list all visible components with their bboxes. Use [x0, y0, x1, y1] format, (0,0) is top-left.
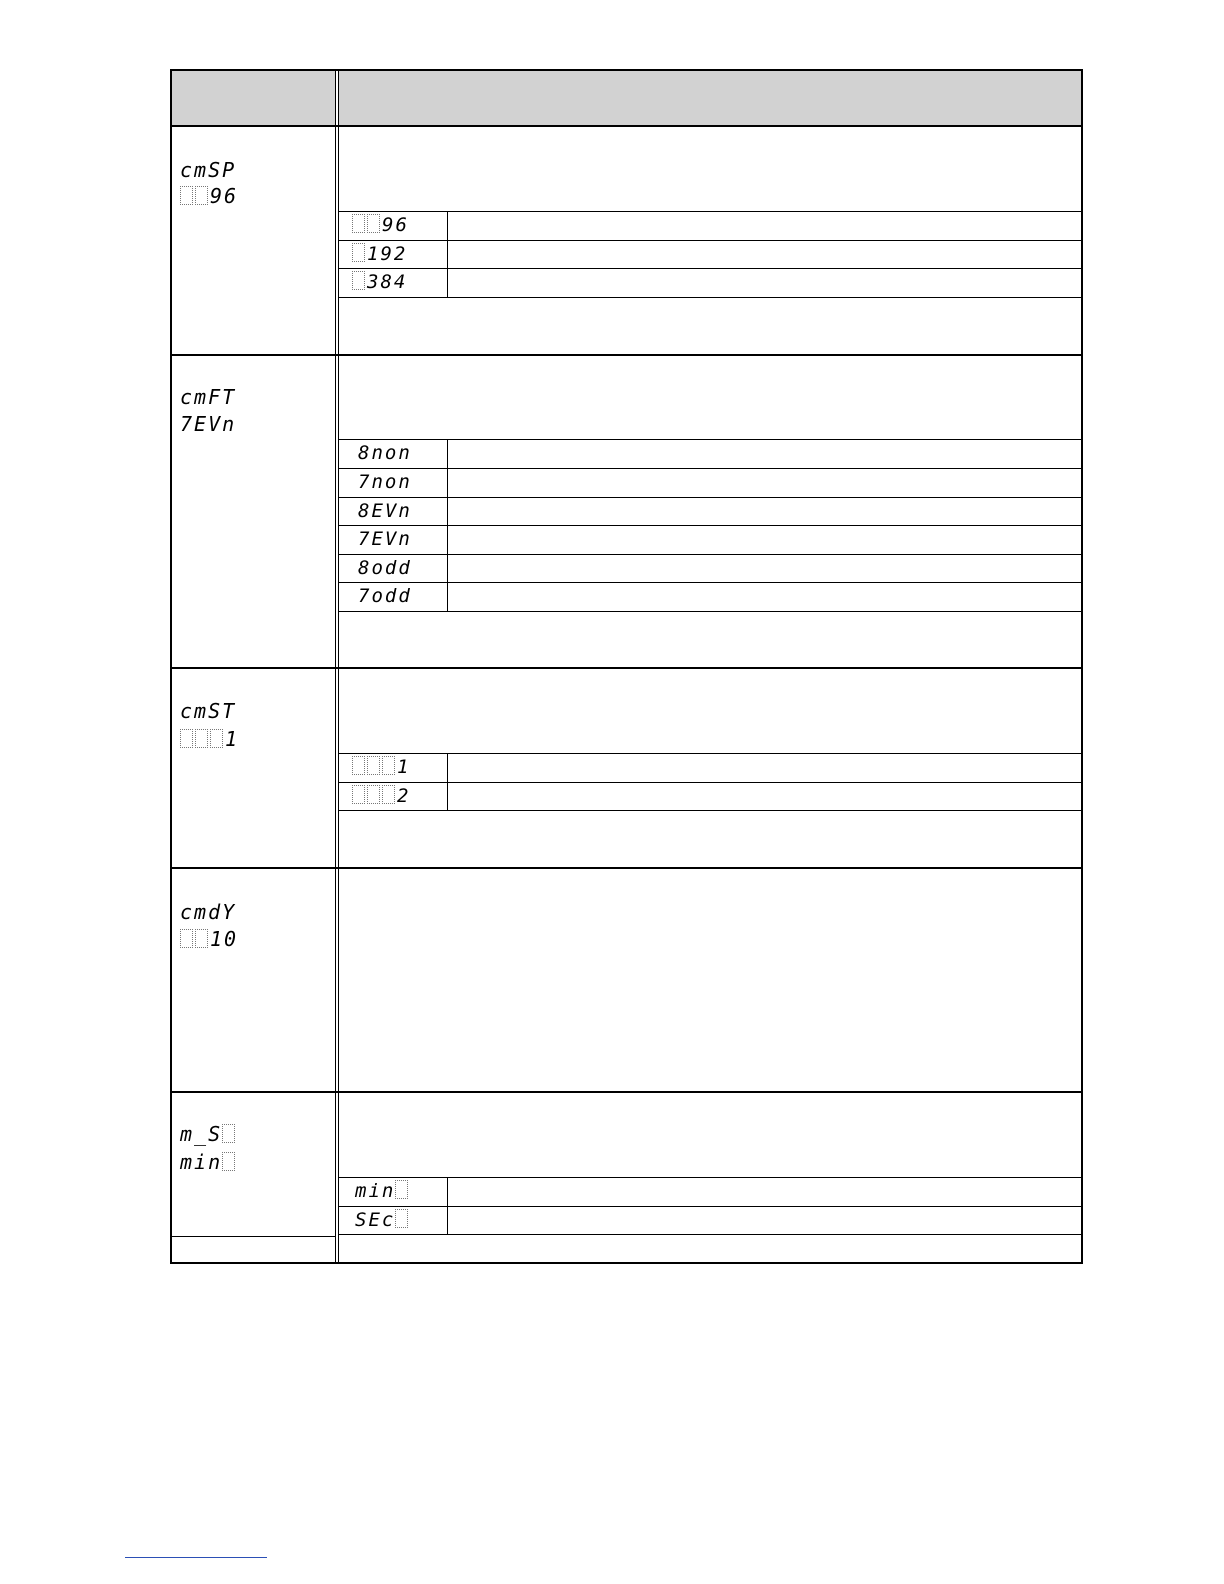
table-border-bottom [170, 1262, 1083, 1264]
param-code: cmST [180, 699, 237, 723]
option-line [339, 525, 1081, 526]
footnote-separator [125, 1557, 267, 1558]
blank-digit-icon [395, 1209, 408, 1228]
option-line [339, 211, 1081, 212]
blank-digit-icon [382, 785, 395, 804]
option-value: 8non [358, 442, 412, 464]
option-divider [447, 753, 448, 811]
blank-digit-icon [367, 214, 380, 233]
blank-digit-icon [367, 756, 380, 775]
option-line [339, 1234, 1081, 1235]
option-value: 7odd [358, 585, 412, 607]
blank-digit-icon [195, 186, 208, 205]
option-value: 96 [352, 214, 409, 236]
option-line [339, 240, 1081, 241]
option-line [339, 554, 1081, 555]
blank-digit-icon [352, 214, 365, 233]
blank-digit-icon [180, 186, 193, 205]
row-divider [170, 354, 1083, 356]
row-divider [170, 1091, 1083, 1093]
option-line [339, 611, 1081, 612]
option-value: 8odd [358, 557, 412, 579]
blank-digit-icon [352, 756, 365, 775]
param-code: cmFT [180, 385, 237, 409]
option-line [339, 297, 1081, 298]
option-value: 192 [352, 243, 407, 265]
option-line [339, 1177, 1081, 1178]
param-code: cmSP [180, 158, 237, 182]
table-border-top [170, 69, 1083, 71]
blank-digit-icon [352, 271, 365, 290]
option-value: 384 [352, 271, 407, 293]
option-line [339, 439, 1081, 440]
option-divider [447, 1177, 448, 1235]
row-divider [170, 125, 1083, 127]
option-value: 7EVn [358, 528, 412, 550]
option-line [339, 1206, 1081, 1207]
option-divider [447, 211, 448, 298]
option-line [339, 810, 1081, 811]
blank-digit-icon [195, 729, 208, 748]
option-value: 2 [352, 785, 410, 807]
blank-digit-icon [352, 785, 365, 804]
option-value: min [355, 1180, 410, 1202]
option-line [339, 468, 1081, 469]
param-default: 7EVn [180, 412, 237, 436]
option-line [339, 753, 1081, 754]
option-value: 8EVn [358, 500, 412, 522]
option-value: 1 [352, 756, 410, 778]
row-divider [170, 1236, 336, 1237]
header-cell-parameter [171, 70, 335, 126]
blank-digit-icon [222, 1152, 235, 1171]
option-line [339, 268, 1081, 269]
param-default: 10 [180, 927, 238, 951]
option-divider [447, 439, 448, 612]
row-divider [170, 867, 1083, 869]
param-default: 1 [180, 727, 239, 751]
blank-digit-icon [210, 729, 223, 748]
row-divider [170, 667, 1083, 669]
blank-digit-icon [395, 1180, 408, 1199]
blank-digit-icon [180, 929, 193, 948]
blank-digit-icon [367, 785, 380, 804]
blank-digit-icon [180, 729, 193, 748]
param-default: 96 [180, 184, 238, 208]
option-line [339, 782, 1081, 783]
blank-digit-icon [352, 243, 365, 262]
option-line [339, 582, 1081, 583]
blank-digit-icon [382, 756, 395, 775]
option-line [339, 497, 1081, 498]
header-cell-description [339, 70, 1081, 126]
blank-digit-icon [222, 1124, 235, 1143]
param-code: m_S [180, 1122, 237, 1146]
option-value: 7non [358, 471, 412, 493]
blank-digit-icon [195, 929, 208, 948]
param-code: cmdY [180, 900, 237, 924]
option-value: SEc [355, 1209, 410, 1231]
param-default: min [180, 1150, 237, 1174]
